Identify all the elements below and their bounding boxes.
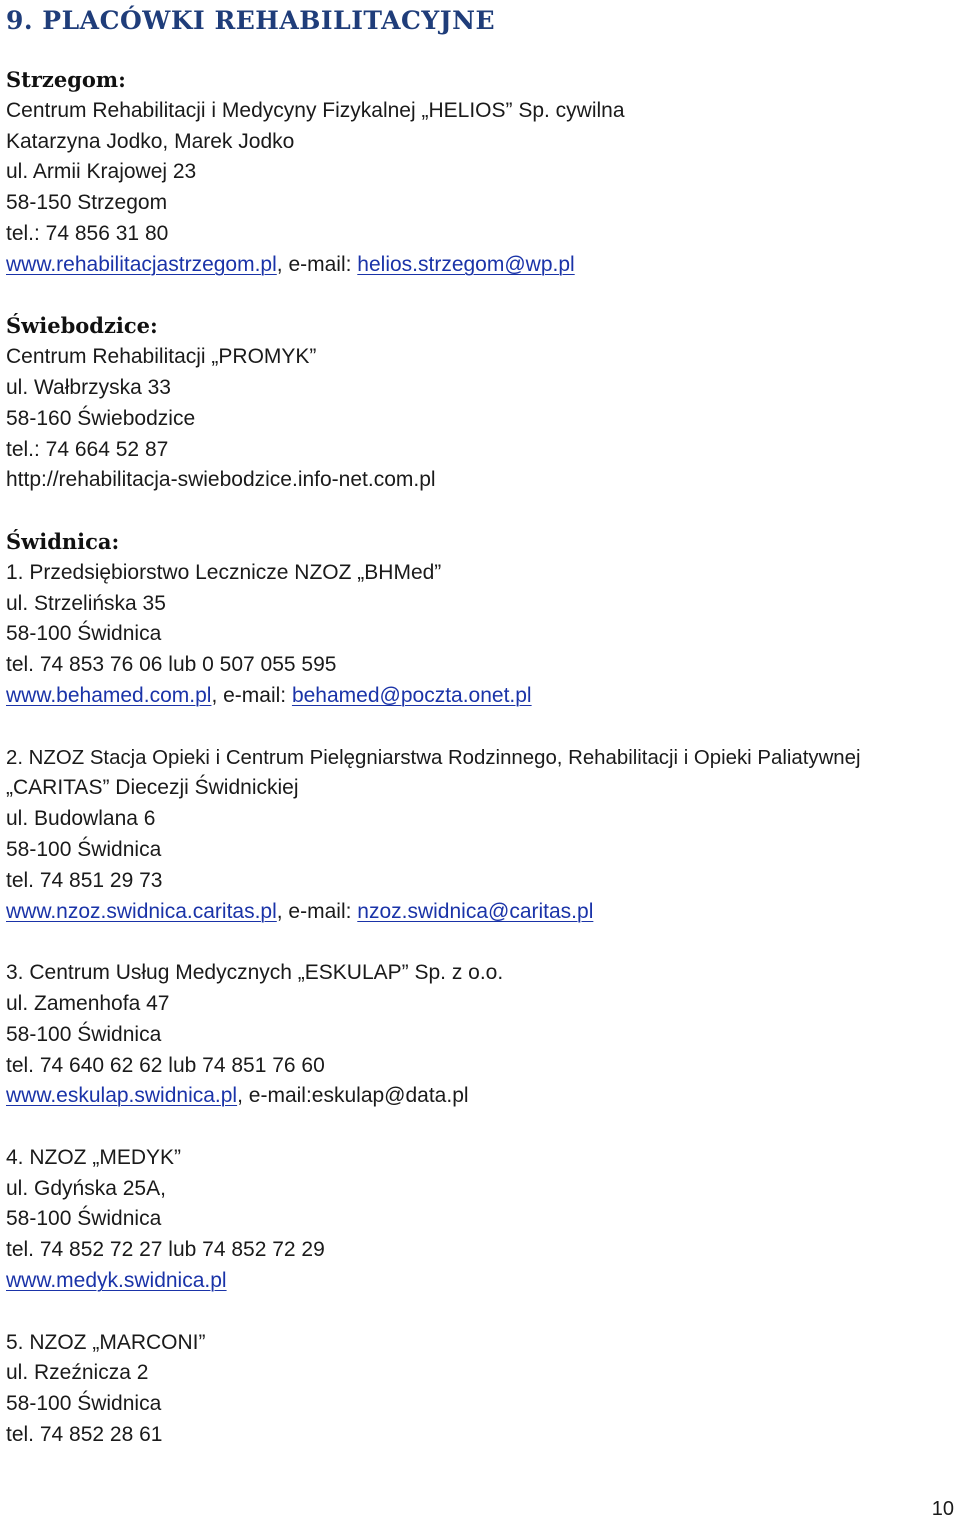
postal-city: 58-150 Strzegom — [6, 191, 168, 215]
contact-line — [6, 250, 956, 281]
city-heading-swiebodzice: Świebodzice: — [6, 313, 158, 339]
facility-entry — [6, 743, 956, 928]
facility-name: 4. NZOZ „MEDYK” — [6, 1145, 182, 1169]
email-link[interactable]: helios.strzegom@wp.pl — [357, 252, 575, 276]
website-link[interactable]: www.behamed.com.pl — [6, 683, 212, 707]
facility-name: 1. Przedsiębiorstwo Lecznicze NZOZ „BHMed” — [6, 560, 442, 584]
contact-line — [6, 1081, 956, 1112]
facility-entry — [6, 958, 956, 1112]
website-link[interactable]: www.rehabilitacjastrzegom.pl — [6, 252, 277, 276]
street-address: ul. Budowlana 6 — [6, 807, 156, 831]
postal-city: 58-100 Świdnica — [6, 1022, 162, 1046]
city-heading-swidnica: Świdnica: — [6, 528, 120, 554]
facility-name: 5. NZOZ „MARCONI” — [6, 1330, 206, 1354]
document-body — [6, 65, 956, 1451]
facility-name: Centrum Rehabilitacji „PROMYK” — [6, 345, 317, 369]
facility-name: 3. Centrum Usług Medycznych „ESKULAP” Sp. z o.o. — [6, 961, 504, 985]
section-swidnica — [6, 527, 956, 1451]
section-strzegom — [6, 65, 956, 281]
phone-number: tel. 74 853 76 06 lub 0 507 055 595 — [6, 653, 337, 677]
phone-number: tel. 74 851 29 73 — [6, 868, 163, 892]
contact-line — [6, 681, 956, 712]
website-url: http://rehabilitacja-swiebodzice.info-net.com.pl — [6, 468, 436, 492]
email-label: , e-mail: — [211, 683, 292, 707]
contact-line — [6, 897, 956, 928]
phone-number: tel. 74 640 62 62 lub 74 851 76 60 — [6, 1053, 325, 1077]
facility-entry — [6, 1143, 956, 1297]
street-address: ul. Zamenhofa 47 — [6, 991, 170, 1015]
facility-entry — [6, 558, 956, 712]
facility-name: 2. NZOZ Stacja Opieki i Centrum Pielęgniarstwa Rodzinnego, Rehabilitacji i Opieki Paliatywnej — [6, 746, 861, 769]
facility-name: Centrum Rehabilitacji i Medycyny Fizykalnej „HELIOS” Sp. cywilna — [6, 98, 625, 122]
email-link[interactable]: nzoz.swidnica@caritas.pl — [357, 899, 594, 923]
page-title: 9. PLACÓWKI REHABILITACYJNE — [6, 6, 496, 35]
contact-line — [6, 1266, 956, 1297]
section-swiebodzice — [6, 311, 956, 496]
street-address: ul. Gdyńska 25A, — [6, 1176, 166, 1200]
postal-city: 58-160 Świebodzice — [6, 406, 196, 430]
postal-city: 58-100 Świdnica — [6, 1392, 162, 1416]
email-label: , e-mail: — [276, 899, 358, 923]
email-text: , e-mail:eskulap@data.pl — [237, 1084, 469, 1108]
website-link[interactable]: www.medyk.swidnica.pl — [6, 1269, 227, 1293]
postal-city: 58-100 Świdnica — [6, 622, 162, 646]
page-number: 10 — [931, 1498, 954, 1520]
street-address: ul. Wałbrzyska 33 — [6, 375, 171, 399]
street-address: ul. Rzeźnicza 2 — [6, 1361, 149, 1385]
email-label: , e-mail: — [276, 252, 358, 276]
email-link[interactable]: behamed@poczta.onet.pl — [291, 683, 532, 707]
street-address: ul. Strzelińska 35 — [6, 591, 166, 615]
facility-owners: Katarzyna Jodko, Marek Jodko — [6, 129, 295, 153]
website-link[interactable]: www.nzoz.swidnica.caritas.pl — [6, 899, 277, 923]
phone-number: tel. 74 852 28 61 — [6, 1423, 163, 1447]
postal-city: 58-100 Świdnica — [6, 1207, 162, 1231]
postal-city: 58-100 Świdnica — [6, 837, 162, 861]
phone-number: tel.: 74 856 31 80 — [6, 221, 169, 245]
facility-entry — [6, 1328, 956, 1451]
phone-number: tel.: 74 664 52 87 — [6, 437, 169, 461]
city-heading-strzegom: Strzegom: — [6, 67, 126, 92]
website-link[interactable]: www.eskulap.swidnica.pl — [6, 1084, 238, 1108]
street-address: ul. Armii Krajowej 23 — [6, 160, 197, 184]
facility-name-continued: „CARITAS” Diecezji Świdnickiej — [6, 776, 299, 800]
phone-number: tel. 74 852 72 27 lub 74 852 72 29 — [6, 1238, 325, 1262]
